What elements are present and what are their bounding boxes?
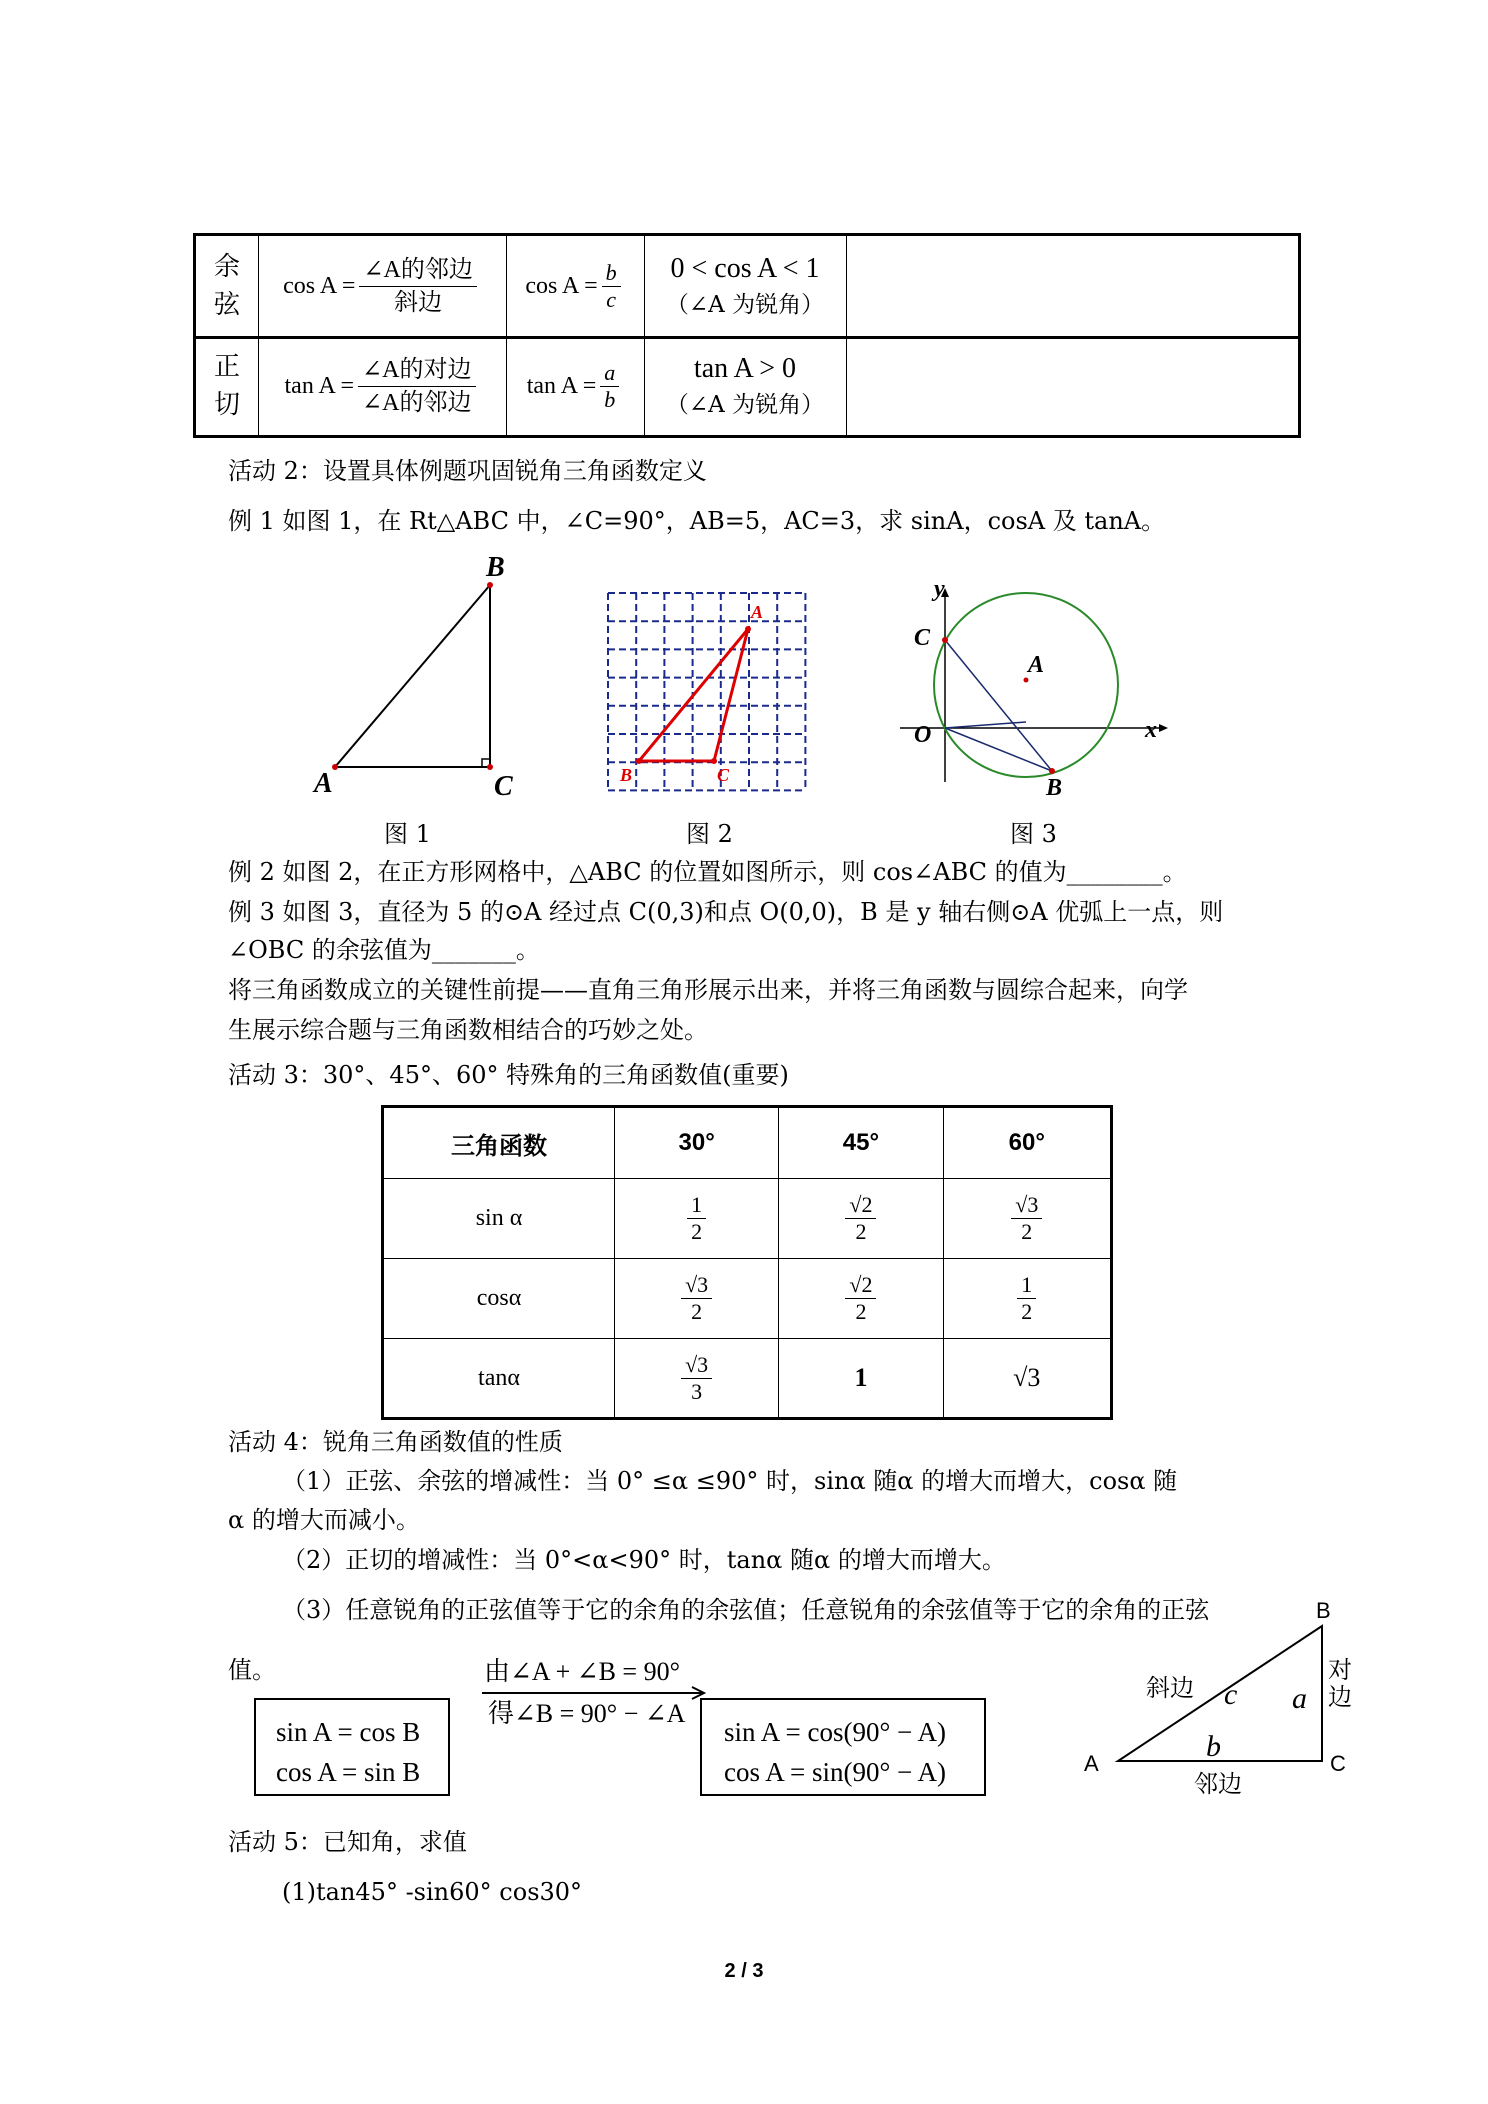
special-table-header	[383, 1107, 1112, 1179]
activity2-heading: 活动 2：设置具体例题巩固锐角三角函数定义	[228, 457, 707, 485]
value-numerator: 1	[1017, 1272, 1036, 1299]
identity-line: cos A = sin(90° − A)	[724, 1757, 947, 1787]
fig3-label-O: O	[914, 722, 932, 748]
special-table-row	[383, 1339, 1112, 1419]
property1-line2: α 的增大而减小。	[228, 1506, 420, 1534]
tri-label-opposite-2: 边	[1328, 1683, 1352, 1711]
fig1-label-A: A	[314, 768, 333, 799]
figure2-grid	[600, 585, 820, 800]
short-formula-denominator: b	[604, 386, 616, 412]
value-denominator: 3	[691, 1378, 703, 1404]
tri-label-A: A	[1084, 1751, 1099, 1776]
short-formula-prefix: tan A =	[526, 373, 597, 399]
identity-box-right	[700, 1698, 986, 1796]
range-text: tan A > 0	[693, 353, 797, 384]
range-note: （∠A 为锐角）	[665, 292, 825, 318]
summary-line2: 生展示综合题与三角函数相结合的巧妙之处。	[228, 1016, 708, 1044]
fig2-label-B: B	[620, 765, 633, 785]
fn-cell: sin α	[383, 1179, 615, 1259]
identity-line: sin A = cos B	[276, 1717, 421, 1747]
right-triangle-diagram	[1070, 1596, 1380, 1806]
fig3-label-C: C	[914, 625, 931, 651]
tri-label-c: c	[1224, 1678, 1238, 1711]
example1-text: 例 1 如图 1，在 Rt△ABC 中，∠C=90°，AB=5，AC=3，求 sinA，cosA 及 tanA。	[228, 507, 1166, 535]
value-plain: 1	[779, 1339, 943, 1419]
figure3-circle	[880, 572, 1190, 802]
special-table-row	[383, 1259, 1112, 1339]
example2-text: 例 2 如图 2，在正方形网格中，△ABC 的位置如图所示，则 cos∠ABC 的值为________。	[228, 858, 1187, 886]
def-formula-numerator: ∠A的对边	[358, 354, 475, 387]
short-formula-numerator: a	[600, 360, 619, 387]
value-denominator: 2	[855, 1219, 867, 1244]
def-formula-numerator: ∠A的邻边	[359, 254, 476, 287]
identity-box-left	[254, 1698, 450, 1796]
value-denominator: 2	[691, 1219, 703, 1244]
value-numerator: √3	[681, 1272, 712, 1299]
def-formula-prefix: tan A =	[284, 373, 355, 399]
value-numerator: √3	[1011, 1192, 1042, 1219]
header-cell: 60°	[943, 1107, 1111, 1179]
summary-line1: 将三角函数成立的关键性前提——直角三角形展示出来，并将三角函数与圆综合起来，向学	[228, 976, 1188, 1004]
fig3-label-A: A	[1028, 652, 1045, 678]
fig3-label-y: y	[934, 576, 945, 602]
property3-line1: （3）任意锐角的正弦值等于它的余角的余弦值；任意锐角的余弦值等于它的余角的正弦	[282, 1596, 1210, 1624]
figure3-caption: 图 3	[1010, 820, 1057, 848]
tri-label-hypotenuse: 斜边	[1146, 1674, 1194, 1702]
property2-text: （2）正切的增减性：当 0°<α<90° 时，tanα 随α 的增大而增大。	[282, 1546, 1006, 1574]
range-note: （∠A 为锐角）	[665, 392, 825, 418]
property3-line2: 值。	[228, 1656, 276, 1684]
arrow-condition-bottom: 得∠B = 90° − ∠A	[488, 1699, 686, 1728]
value-numerator: √3	[681, 1352, 712, 1379]
special-angle-table	[381, 1105, 1113, 1420]
header-cell: 三角函数	[383, 1107, 615, 1179]
short-formula-denominator: c	[606, 286, 616, 312]
value-denominator: 2	[1021, 1219, 1033, 1244]
arrow-condition-top: 由∠A + ∠B = 90°	[484, 1657, 680, 1686]
figure2-caption: 图 2	[686, 820, 733, 848]
tri-label-b: b	[1206, 1730, 1221, 1763]
tri-label-C: C	[1330, 1751, 1346, 1776]
def-formula-denominator: ∠A的邻边	[362, 389, 472, 416]
def-row-cos	[196, 236, 1298, 339]
value-numerator: √2	[845, 1272, 876, 1299]
fig2-label-C: C	[717, 765, 730, 785]
def-formula-prefix: cos A =	[283, 273, 356, 299]
def-row-name: 正切	[213, 352, 240, 420]
activity5-heading: 活动 5：已知角，求值	[228, 1828, 467, 1856]
example3-line1: 例 3 如图 3，直径为 5 的⊙A 经过点 C(0,3)和点 O(0,0)，B 是 y 轴右侧⊙A 优弧上一点，则	[228, 898, 1224, 926]
activity4-heading: 活动 4：锐角三角函数值的性质	[228, 1428, 563, 1456]
value-denominator: 2	[691, 1299, 703, 1324]
def-formula-denominator: 斜边	[394, 289, 443, 316]
value-denominator: 2	[1021, 1299, 1033, 1324]
special-table-row	[383, 1179, 1112, 1259]
figure1-caption: 图 1	[384, 820, 431, 848]
figure1-triangle	[300, 550, 540, 800]
header-cell: 30°	[615, 1107, 779, 1179]
header-cell: 45°	[779, 1107, 943, 1179]
definition-table	[193, 233, 1301, 438]
page-number: 2 / 3	[724, 1960, 764, 1982]
calc-item-1: (1)tan45° -sin60° cos30°	[282, 1878, 583, 1906]
identity-line: cos A = sin B	[276, 1757, 421, 1787]
fig3-label-x: x	[1145, 717, 1157, 743]
fn-cell: tanα	[383, 1339, 615, 1419]
activity3-heading: 活动 3：30°、45°、60° 特殊角的三角函数值(重要)	[228, 1061, 789, 1089]
tri-label-adjacent: 邻边	[1194, 1770, 1242, 1798]
def-row-name: 余弦	[213, 252, 240, 320]
def-row-tan	[196, 337, 1298, 435]
identity-line: sin A = cos(90° − A)	[724, 1717, 947, 1747]
fig3-label-B: B	[1046, 775, 1063, 801]
value-numerator: 1	[687, 1192, 706, 1219]
value-denominator: 2	[855, 1299, 867, 1324]
range-text: 0 < cos A < 1	[670, 253, 820, 284]
fn-cell: cosα	[383, 1259, 615, 1339]
example3-line2: ∠OBC 的余弦值为_______。	[228, 936, 540, 964]
fig2-label-A: A	[751, 602, 764, 622]
tri-label-opposite-1: 对	[1328, 1656, 1352, 1684]
value-numerator: √2	[845, 1192, 876, 1219]
fig1-label-C: C	[494, 771, 513, 800]
fig1-label-B: B	[486, 552, 505, 583]
short-formula-prefix: cos A =	[525, 273, 598, 299]
value-plain: √3	[943, 1339, 1111, 1419]
property1-line1: （1）正弦、余弦的增减性：当 0° ≤α ≤90° 时，sinα 随α 的增大而增大，cosα 随	[282, 1467, 1178, 1495]
tri-label-a: a	[1292, 1682, 1307, 1715]
tri-label-B: B	[1316, 1598, 1331, 1623]
short-formula-numerator: b	[602, 260, 621, 287]
